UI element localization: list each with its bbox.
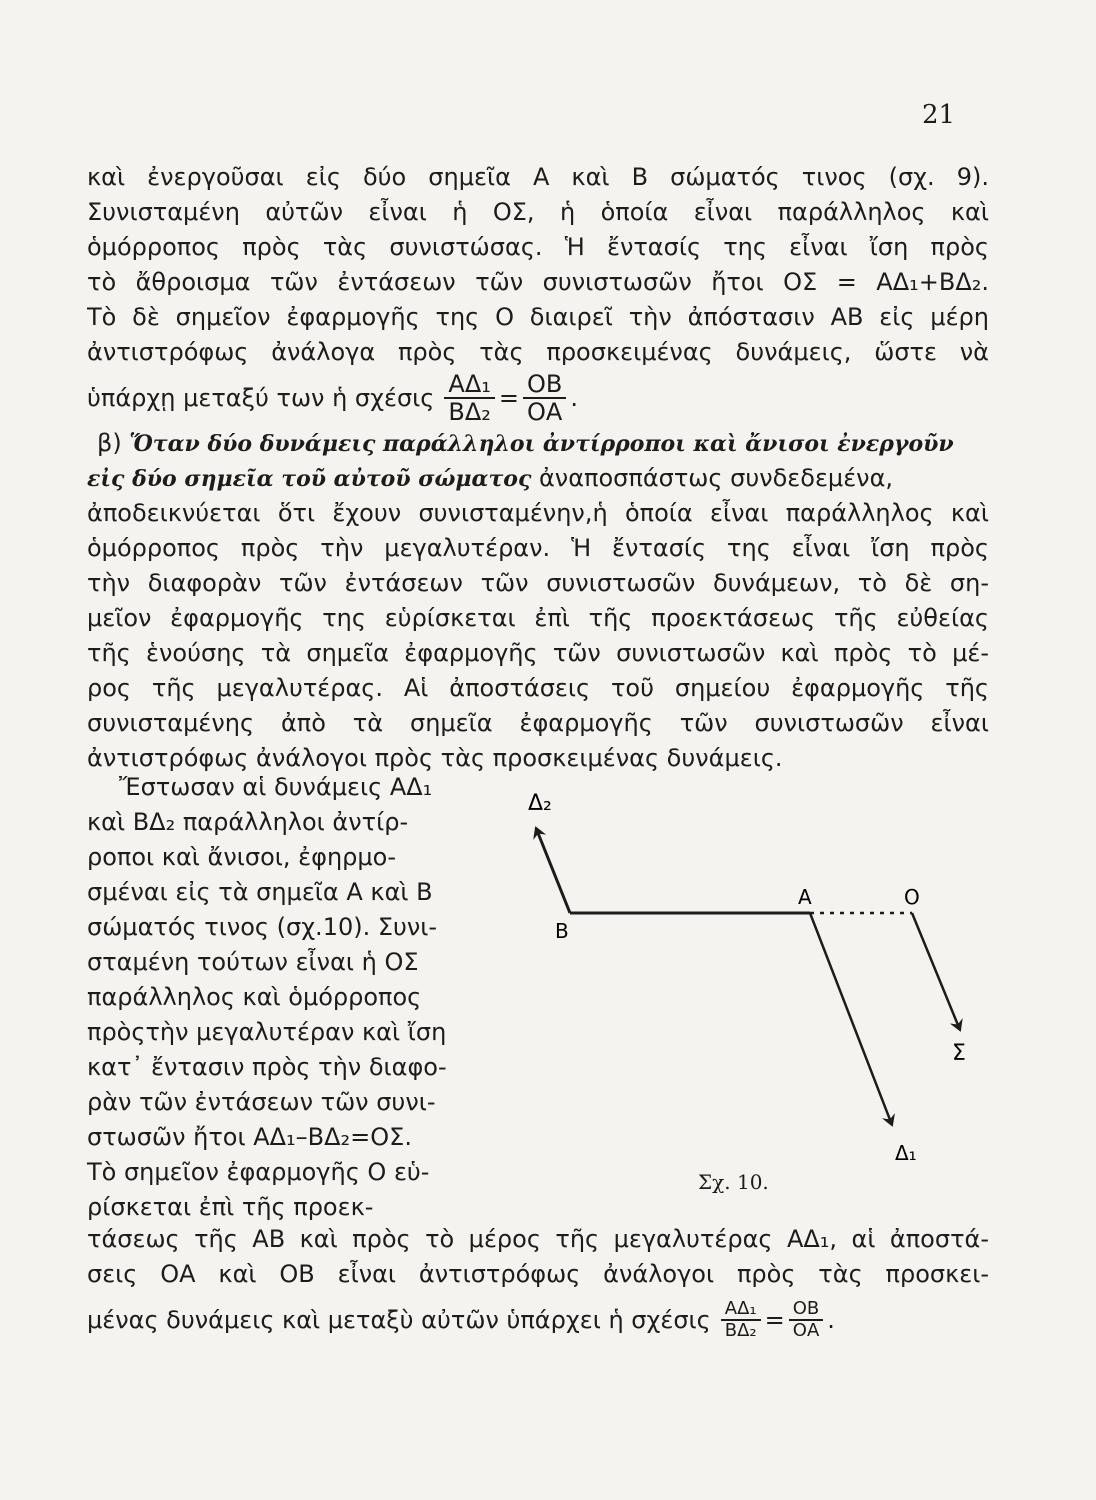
fraction bbox=[444, 371, 495, 425]
fraction-denominator: ΒΔ₂ bbox=[724, 1320, 757, 1341]
resultant-os-arrow bbox=[912, 913, 960, 1030]
text-line: σταμένη τούτων εἶναι ἡ ΟΣ bbox=[87, 948, 419, 976]
label-b: Β bbox=[555, 919, 569, 943]
text-line: πρὸςτὴν μεγαλυτέραν καὶ ἴση bbox=[87, 1018, 447, 1046]
text-line: ἀποδεικνύεται ὅτι ἔχουν συνισταμένην,ἡ ὁποία εἶναι παράλληλος καὶ bbox=[87, 499, 989, 527]
text-line: καὶ ἐνεργοῦσαι εἰς δύο σημεῖα Α καὶ Β σώματός τινος (σχ. 9). bbox=[87, 163, 989, 191]
text-line: στωσῶν ἤτοι ΑΔ₁–ΒΔ₂=ΟΣ. bbox=[87, 1123, 412, 1151]
label-d1: Δ₁ bbox=[895, 1141, 917, 1165]
text-fragment: ἀναποσπάστως συνδεδεμένα, bbox=[538, 464, 894, 492]
text-line: παράλληλος καὶ ὁμόρροπος bbox=[87, 983, 422, 1011]
text-line: ρὰν τῶν ἐντάσεων τῶν συνι- bbox=[87, 1088, 436, 1116]
fraction-denominator: ΟΑ bbox=[792, 1320, 820, 1341]
text-line: ἀντιστρόφως ἀνάλογα πρὸς τὰς προσκειμένας δυνάμεις, ὥστε νὰ bbox=[87, 338, 989, 366]
text-line: τάσεως τῆς ΑΒ καὶ πρὸς τὸ μέρος τῆς μεγαλυτέρας ΑΔ₁, αἱ ἀποστά- bbox=[87, 1225, 989, 1253]
equals-sign: = bbox=[498, 383, 520, 412]
text-line: μένας δυνάμεις καὶ μεταξὺ αὐτῶν ὑπάρχει ἡ σχέσις bbox=[87, 1305, 711, 1334]
paragraph-3-continuation bbox=[87, 1222, 989, 1348]
section-label: β) bbox=[97, 429, 122, 457]
text-line: ὑπάρχῃ μεταξύ των ἡ σχέσις bbox=[87, 383, 435, 412]
fraction-denominator: ΟΑ bbox=[527, 398, 563, 426]
fraction-numerator: ΟΒ bbox=[789, 1299, 824, 1321]
text-line: τῆς ἑνούσης τὰ σημεῖα ἐφαρμογῆς τῶν συνιστωσῶν καὶ πρὸς τὸ μέ- bbox=[87, 639, 989, 667]
paragraph-1 bbox=[87, 160, 989, 426]
text-line: σώματός τινος (σχ.10). Συνι- bbox=[87, 913, 438, 941]
text-line: σμέναι εἰς τὰ σημεῖα Α καὶ Β bbox=[87, 878, 433, 906]
paragraph-3-column bbox=[87, 770, 492, 1225]
fraction-denominator: ΒΔ₂ bbox=[448, 398, 491, 426]
section-heading: Ὅταν δύο δυνάμεις παράλληλοι ἀντίρροποι καὶ ἄνισοι ἐνεργοῦν bbox=[129, 431, 954, 457]
section-heading: εἰς δύο σημεῖα τοῦ αὐτοῦ σώματος bbox=[87, 466, 532, 492]
label-d2: Δ₂ bbox=[528, 791, 552, 816]
text-line bbox=[87, 461, 989, 496]
fraction-numerator: ΑΔ₁ bbox=[721, 1299, 761, 1321]
text-line: μεῖον ἐφαρμογῆς της εὑρίσκεται ἐπὶ τῆς προεκτάσεως τῆς εὐθείας bbox=[87, 604, 989, 632]
text-line: τὸ ἄθροισμα τῶν ἐντάσεων τῶν συνιστωσῶν ἤτοι ΟΣ = ΑΔ₁+ΒΔ₂. bbox=[87, 268, 989, 296]
text-line: ρος τῆς μεγαλυτέρας. Αἱ ἀποστάσεις τοῦ σημείου ἐφαρμογῆς τῆς bbox=[87, 674, 989, 702]
fraction-numerator: ΟΒ bbox=[523, 371, 566, 399]
text-line: Τὸ σημεῖον ἐφαρμογῆς Ο εὑ- bbox=[87, 1158, 430, 1186]
paragraph-2 bbox=[87, 426, 989, 776]
figure-10-diagram bbox=[500, 770, 1020, 1230]
label-o: Ο bbox=[904, 885, 920, 909]
text-line: ρίσκεται ἐπὶ τῆς προεκ- bbox=[87, 1193, 374, 1221]
text-line: ροποι καὶ ἄνισοι, ἐφηρμο- bbox=[87, 843, 396, 871]
text-line: ὁμόρροπος πρὸς τὴν μεγαλυτέραν. Ἡ ἔντασίς της εἶναι ἴση πρὸς bbox=[87, 534, 989, 562]
text-line: Ἔστωσαν αἱ δυνάμεις ΑΔ₁ bbox=[119, 773, 433, 801]
text-line: σεις ΟΑ καὶ ΟΒ εἶναι ἀντιστρόφως ἀνάλογοι πρὸς τὰς προσκει- bbox=[87, 1260, 989, 1288]
ratio-line: ὑπάρχῃ μεταξύ των ἡ σχέσις $\frac{\text{ΑΔ₁}}{\text{ΒΔ₂}}$ = $\frac{OB}{OA}$ . bbox=[87, 370, 579, 426]
fraction bbox=[789, 1299, 824, 1341]
equals-sign: = bbox=[764, 1305, 785, 1334]
figure-caption: Σχ. 10. bbox=[698, 1170, 769, 1194]
text-line: ὁμόρροπος πρὸς τὰς συνιστώσας. Ἡ ἔντασίς της εἶναι ἴση πρὸς bbox=[87, 233, 989, 261]
page-number: 21 bbox=[922, 100, 956, 130]
text-line: κατ᾽ ἔντασιν πρὸς τὴν διαφο- bbox=[87, 1053, 447, 1081]
text-line: ἀντιστρόφως ἀνάλογοι πρὸς τὰς προσκειμένας δυνάμεις. bbox=[87, 744, 783, 772]
force-ad1-arrow bbox=[810, 913, 892, 1125]
text-line: καὶ ΒΔ₂ παράλληλοι ἀντίρ- bbox=[87, 808, 409, 836]
fraction-numerator: ΑΔ₁ bbox=[444, 371, 495, 399]
fraction bbox=[523, 371, 566, 425]
paragraph-2-heading bbox=[87, 426, 989, 461]
text-line: Τὸ δὲ σημεῖον ἐφαρμογῆς της Ο διαιρεῖ τὴν ἀπόστασιν ΑΒ εἰς μέρη bbox=[87, 303, 989, 331]
text-line: συνισταμένης ἀπὸ τὰ σημεῖα ἐφαρμογῆς τῶν συνιστωσῶν εἶναι bbox=[87, 709, 989, 737]
text-line: Συνισταμένη αὐτῶν εἶναι ἡ ΟΣ, ἡ ὁποία εἶναι παράλληλος καὶ bbox=[87, 198, 989, 226]
ratio-line: μένας δυνάμεις καὶ μεταξὺ αὐτῶν ὑπάρχει ἡ σχέσις $\frac{\text{ΑΔ₁}}{\text{ΒΔ₂}}$ = $\frac{OB}{OA}$ . bbox=[87, 1298, 835, 1341]
label-sigma: Σ bbox=[952, 1041, 966, 1066]
text-line: τὴν διαφορὰν τῶν ἐντάσεων τῶν συνιστωσῶν δυνάμεων, τὸ δὲ ση- bbox=[87, 569, 989, 597]
label-a: Α bbox=[798, 885, 812, 909]
force-bd2-arrow bbox=[536, 828, 570, 913]
fraction bbox=[721, 1299, 761, 1341]
